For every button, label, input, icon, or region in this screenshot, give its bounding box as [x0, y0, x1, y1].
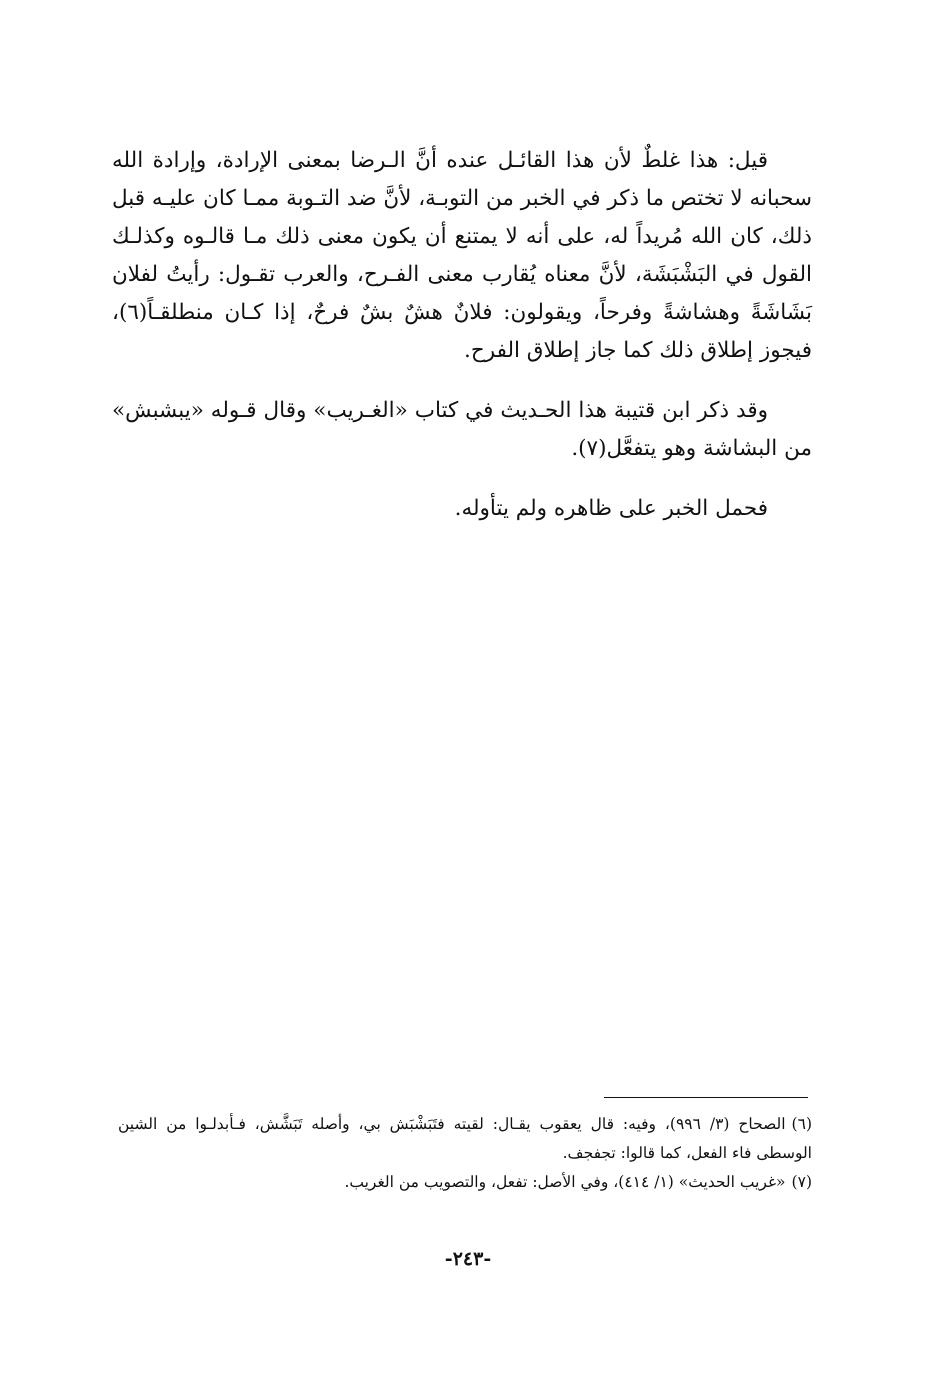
main-text [112, 142, 812, 528]
paragraph-2: وقد ذكر ابن قتيبة هذا الحـديث في كتاب «الغـريب» وقال قـوله «يبشبش» من البشاشة وهو يتفعَّل(٧). [112, 398, 812, 461]
footnote-7 [118, 1168, 812, 1197]
paragraph-1: قيل: هذا غلطٌ لأن هذا القائـل عنده أنَّ الـرضا بمعنى الإرادة، وإرادة الله سحبانه لا تختص ما ذكر في الخبر من التوبـة، لأنَّ ضد التـوبة ممـا كان عليـه قبل ذلك، كان الله مُريداً له، على أنه لا يمتنع أن يكون معنى ذلك مـا قالـوه وكذلـك القول في البَشْبَشَة، لأنَّ معناه يُقارب معنى الفـرح، والعرب تقـول: رأيتُ لفلان بَشَاشَةً وهشاشةً وفرحاً، ويقولون: فلانٌ هشٌ بشٌ فرحٌ، إذا كـان منطلقـاً(٦)، فيجوز إطلاق ذلك كما جاز إطلاق الفرح. [112, 148, 812, 363]
footnotes [118, 1110, 812, 1197]
footnote-label: (٦) [791, 1115, 812, 1133]
paragraph-3: فحمل الخبر على ظاهره ولم يتأوله. [454, 496, 768, 521]
footnote-6 [118, 1110, 812, 1168]
footnote-label: (٧) [791, 1173, 812, 1191]
page-number: -٢٤٣- [444, 1248, 492, 1270]
footnote-text: «غريب الحديث» (١/ ٤١٤)، وفي الأصل: تفعل، والتصويب من الغريب. [344, 1173, 786, 1191]
footnote-text: الصحاح (٣/ ٩٩٦)، وفيه: قال يعقوب يقـال: لقيته فتَبَشْبَش بي، وأصله تَبَشَّش، فـأبدلـوا من الشين الوسطى فاء الفعل، كما قالوا: تجفجف. [118, 1115, 812, 1162]
footnote-separator [604, 1097, 808, 1098]
